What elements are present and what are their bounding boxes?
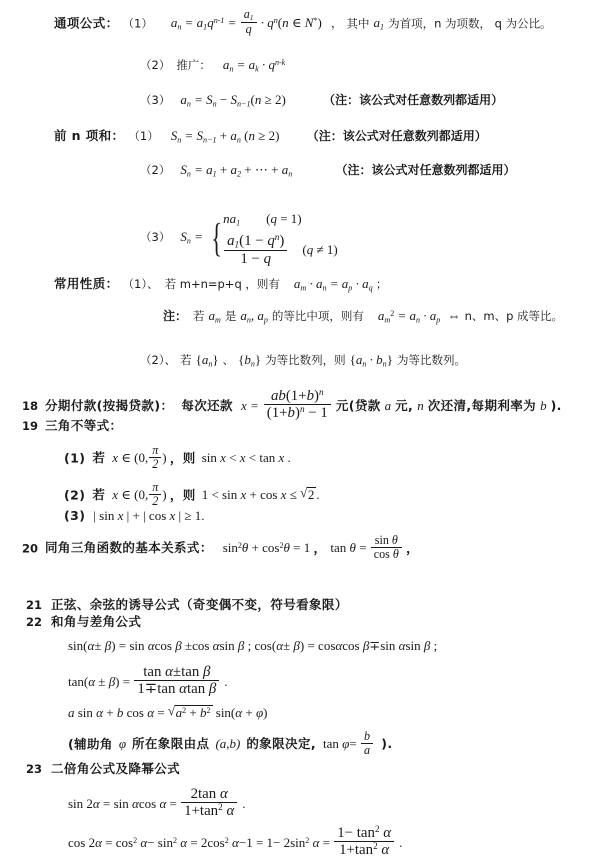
common-properties-note-am: $a_m$ bbox=[208, 308, 221, 325]
item21-row bbox=[26, 597, 348, 613]
item19-marker-3: (3) bbox=[64, 508, 86, 523]
sum-first-n-marker-1: （1） bbox=[128, 129, 159, 143]
common-properties-row-2 bbox=[140, 352, 466, 368]
common-properties-set-b: $\{b_n\}$ bbox=[238, 352, 262, 369]
common-properties-note-pre: 若 bbox=[193, 309, 205, 323]
item18-frac-num: $ab(1+b)^n$ bbox=[264, 388, 331, 405]
common-properties-note-anap: $a_n$, $a_p$ bbox=[240, 308, 268, 325]
sum-first-n-label: 前 n 项和： bbox=[54, 128, 125, 143]
item22-line-2-lead: tan(α ± β) = bbox=[68, 673, 131, 689]
piecewise-group bbox=[207, 208, 338, 267]
item18-fraction bbox=[264, 388, 331, 421]
item20-title: 同角三角函数的基本关系式： bbox=[45, 540, 213, 556]
general-term-formula-1: $a_n = a_1q^{n-1}$ = $\frac{a_1}{q}$ · $q^n(n$ ∈ N*) bbox=[170, 7, 322, 37]
item18-lead: 每次还款 bbox=[181, 397, 233, 413]
piecewise-case-2 bbox=[223, 233, 338, 268]
general-term-note-3: （注：该公式对任意数列都适用） bbox=[323, 93, 504, 107]
general-term-comma-1: ， bbox=[331, 16, 343, 31]
common-properties-note-tail: n、m、p 成等比。 bbox=[464, 309, 564, 323]
item19-marker-2: (2) bbox=[64, 487, 86, 503]
item22-line-4-pre: (辅助角 bbox=[68, 736, 113, 752]
item22-line-4-tan: tan φ= $\frac{b}{a}$ bbox=[323, 736, 377, 751]
item22-line-4-mid2: 的象限决定, bbox=[246, 736, 317, 752]
item23-title: 二倍角公式及降幂公式 bbox=[51, 761, 181, 776]
sum-first-n-note-2: （注：该公式对任意数列都适用） bbox=[335, 163, 516, 177]
sum-first-n-row-1 bbox=[54, 128, 487, 144]
item19-text-1-pre: 若 bbox=[92, 450, 106, 466]
general-term-a1-symbol: $a_1$ bbox=[373, 15, 385, 32]
item22-heading bbox=[26, 614, 141, 630]
general-term-name-2: 推广： bbox=[176, 58, 211, 72]
sum-first-n-row-2 bbox=[140, 162, 516, 178]
sum-first-n-formula-1: $S_n = S_{n-1} + a_n$ (n ≥ 2) bbox=[170, 128, 280, 145]
item23-line-2-den: $1+\tan^2$ α bbox=[339, 841, 390, 858]
item23-line-1-lead: sin 2α = sin αcos α = bbox=[68, 795, 177, 811]
item18-b: b bbox=[540, 397, 547, 413]
item23-line-2-lead: $\cos 2\alpha = \cos^2 \alpha- \sin^2 \alpha = 2\cos^2$ $\alpha-1 = 1- 2\sin^2$ α = bbox=[68, 834, 330, 850]
item18-unit: 元(贷款 bbox=[335, 397, 381, 413]
item19-sub-2 bbox=[64, 481, 320, 508]
general-term-label: 通项公式： bbox=[54, 15, 119, 31]
item20-formula-2: tan θ = $\frac{\text{sin θ}}{\text{cos θ}}$ bbox=[330, 540, 406, 555]
item23-line-2 bbox=[68, 825, 402, 858]
item19-sub-3 bbox=[64, 508, 205, 524]
item23-line-2-end: . bbox=[399, 834, 403, 850]
item18-title: 分期付款(按揭贷款)： bbox=[45, 397, 174, 413]
piecewise-case-1-value: $na_1$ bbox=[223, 211, 241, 228]
item20-comma: ， bbox=[313, 540, 327, 556]
item19-heading bbox=[22, 418, 122, 434]
item22-line-2-end: . bbox=[224, 673, 228, 689]
sum-first-n-formula-2: $S_n = a_1 + a_2$ + ⋯ + $a_n$ bbox=[180, 162, 293, 179]
item19-title: 三角不等式： bbox=[45, 418, 123, 433]
common-properties-text-2-mid: 为等比数列，则 bbox=[265, 353, 346, 367]
general-term-row-3 bbox=[140, 92, 503, 108]
sum-first-n-row-3 bbox=[140, 208, 338, 267]
common-properties-dun: 、 bbox=[222, 353, 235, 367]
item18-end: ). bbox=[550, 397, 562, 413]
item23-line-1-num: 2tan α bbox=[181, 786, 237, 803]
item19-domain-2: x ∈ (0, $\frac{\pi}{2}$ ) bbox=[112, 480, 167, 509]
piecewise-case-1 bbox=[223, 208, 338, 230]
general-term-explanation-pre: 其中 bbox=[346, 16, 370, 31]
item23-line-1-den: $1+\tan^2$ α bbox=[184, 802, 235, 820]
item22-line-4-point: (a,b) bbox=[215, 736, 241, 752]
item19-text-1-mid: ，则 bbox=[169, 450, 196, 466]
sum-first-n-note-1: （注：该公式对任意数列都适用） bbox=[306, 129, 487, 143]
common-properties-note-label: 注： bbox=[163, 309, 188, 323]
item18-n: n bbox=[417, 397, 424, 413]
item23-line-2-fraction bbox=[334, 825, 394, 858]
piecewise-case-2-fraction: $\frac{a_1(1 - q^n)}{1 - q}$ bbox=[224, 233, 287, 268]
item23-heading bbox=[26, 761, 180, 777]
sum-first-n-marker-3: （3） bbox=[140, 229, 171, 244]
brace-glyph: { bbox=[211, 214, 222, 260]
item19-sub-1 bbox=[64, 444, 291, 471]
general-term-row-1 bbox=[54, 8, 552, 36]
item19-domain-1: x ∈ (0, $\frac{\pi}{2}$ ) bbox=[112, 443, 167, 472]
common-properties-note-row bbox=[163, 308, 563, 324]
item22-line-1 bbox=[68, 638, 437, 654]
common-properties-note-formula: $a_m^2 = a_n \cdot a_p$ bbox=[377, 308, 441, 325]
item22-line-4-phi: φ bbox=[118, 736, 127, 752]
common-properties-formula-1: $a_m \cdot a_n = a_p \cdot a_q$ bbox=[293, 276, 373, 293]
item19-formula-2: 1 < sin x + cos x ≤ √ 2 . bbox=[202, 487, 320, 502]
item22-formula-line-1: sin(α± β) = sin αcos β ±cos αsin β ; cos(α± β) = cosαcos β∓sin αsin β ; bbox=[68, 638, 438, 653]
item19-marker-1: (1) bbox=[64, 450, 86, 466]
item19-number: 19 bbox=[22, 419, 39, 433]
item18-row bbox=[22, 388, 562, 421]
general-term-explanation-mid: 为首项，n 为项数， q 为公比。 bbox=[388, 16, 552, 31]
item22-line-2 bbox=[68, 664, 228, 697]
common-properties-label: 常用性质： bbox=[54, 276, 119, 291]
common-properties-set-ab: $\{a_n \cdot b_n\}$ bbox=[349, 352, 393, 369]
item20-tail: ， bbox=[406, 540, 419, 556]
general-term-marker-3: （3） bbox=[140, 93, 171, 107]
general-term-formula-2: $a_n = a_k \cdot q^{n-k}$ bbox=[222, 57, 286, 74]
common-properties-row-1 bbox=[54, 276, 387, 292]
common-properties-text-2-pre: 若 bbox=[180, 353, 192, 367]
item18-var: x = bbox=[240, 397, 259, 413]
item22-line-2-num: tan α±tan β bbox=[134, 664, 219, 681]
piecewise-case-1-cond: (q = 1) bbox=[266, 211, 302, 226]
item22-formula-line-3: a sin α + b cos α = √ $a^2 + b^2$ sin(α + φ) bbox=[68, 705, 267, 720]
item22-title: 和角与差角公式 bbox=[51, 614, 142, 629]
item22-number: 22 bbox=[26, 615, 43, 629]
item23-line-1-end: . bbox=[242, 795, 246, 811]
item20-row bbox=[22, 534, 419, 561]
item22-line-2-fraction bbox=[134, 664, 219, 697]
sum-first-n-formula-3-lead: $S_n$ = bbox=[180, 228, 203, 246]
item20-formula-1: $\sin^2\theta + \cos^2\theta = 1$ bbox=[222, 540, 311, 556]
item22-line-4 bbox=[68, 730, 393, 757]
common-properties-tail-2: 为等比数列。 bbox=[396, 353, 466, 367]
common-properties-set-a: $\{a_n\}$ bbox=[195, 352, 219, 369]
piecewise-case-2-cond: (q ≠ 1) bbox=[302, 242, 338, 258]
common-properties-note-mid1: 是 bbox=[224, 309, 237, 323]
item21-title: 正弦、余弦的诱导公式（奇变偶不变，符号看象限） bbox=[51, 597, 348, 612]
equivalence-arrow-icon: ⇔ bbox=[447, 308, 461, 323]
general-term-marker-1: （1） bbox=[122, 16, 153, 31]
item19-formula-1: sin x < x < tan x . bbox=[201, 450, 291, 466]
common-properties-marker-2: （2）、 bbox=[140, 353, 177, 367]
item22-line-4-end: ). bbox=[381, 736, 393, 752]
item23-line-1 bbox=[68, 786, 246, 819]
general-term-marker-2: （2） bbox=[140, 58, 171, 72]
item18-tail: 次还清,每期利率为 bbox=[427, 397, 537, 413]
common-properties-tail-1: ； bbox=[375, 277, 388, 291]
item19-text-2-pre: 若 bbox=[92, 487, 106, 503]
item18-frac-den: $(1+b)^n - 1$ bbox=[266, 404, 328, 422]
general-term-formula-3: $a_n = S_n - S_{n-1}(n \ge 2)$ bbox=[180, 92, 286, 109]
sum-first-n-marker-2: （2） bbox=[140, 163, 171, 177]
item19-formula-3: | sin x | + | cos x | ≥ 1. bbox=[93, 508, 205, 523]
item21-number: 21 bbox=[26, 598, 43, 612]
item23-line-1-fraction bbox=[181, 786, 237, 819]
item18-unit2: 元, bbox=[395, 397, 414, 413]
item22-line-3 bbox=[68, 705, 267, 721]
item23-number: 23 bbox=[26, 762, 43, 776]
common-properties-note-mid2: 的等比中项，则有 bbox=[271, 309, 364, 323]
common-properties-marker-1: （1）、 bbox=[122, 277, 159, 291]
item20-number: 20 bbox=[22, 541, 39, 556]
item19-text-2-mid: ，则 bbox=[169, 487, 196, 503]
common-properties-text-1: 若 m+n=p+q ，则有 bbox=[164, 277, 280, 291]
item18-a: a bbox=[384, 397, 392, 413]
item18-number: 18 bbox=[22, 398, 39, 413]
general-term-row-2 bbox=[140, 57, 285, 73]
item23-line-2-num: $1- \tan^2 \alpha$ bbox=[334, 825, 394, 842]
item22-line-2-den: 1∓tan αtan β bbox=[137, 681, 217, 698]
item22-line-4-mid: 所在象限由点 bbox=[132, 736, 210, 752]
